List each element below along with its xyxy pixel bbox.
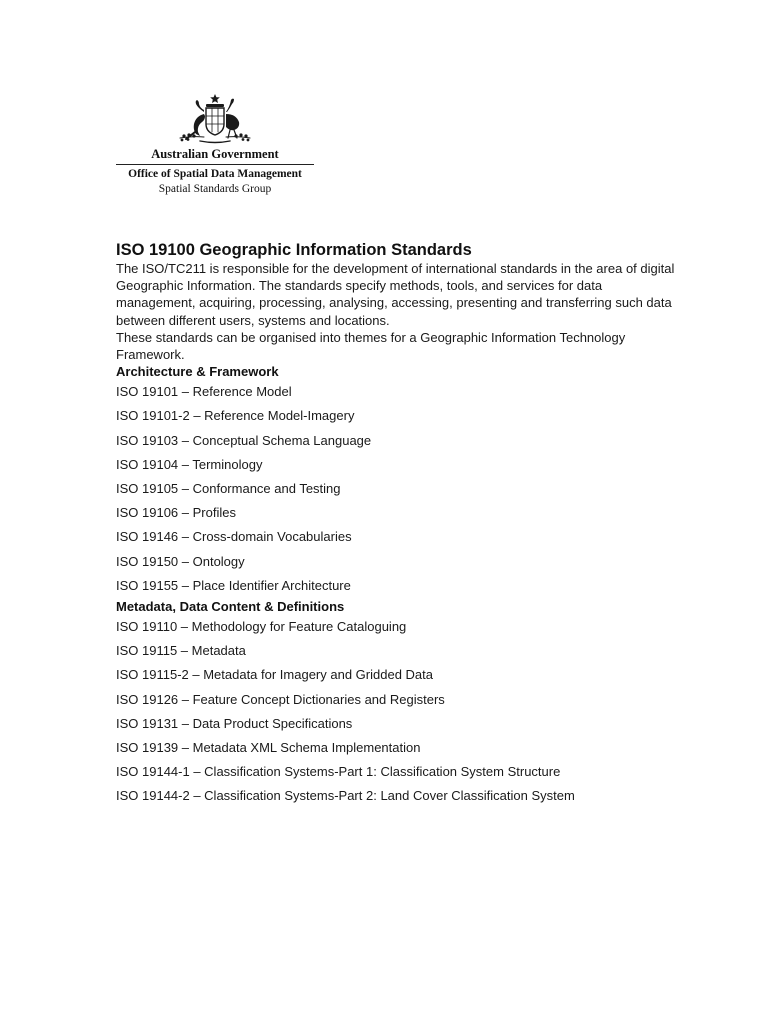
section-heading-metadata: Metadata, Data Content & Definitions (116, 599, 345, 615)
list-item: ISO 19144-2 – Classification Systems-Part 2: Land Cover Classification System (116, 788, 575, 804)
list-item: ISO 19105 – Conformance and Testing (116, 481, 341, 497)
coat-of-arms-icon (116, 92, 314, 144)
list-item: ISO 19103 – Conceptual Schema Language (116, 432, 372, 448)
list-item: ISO 19155 – Place Identifier Architecture (116, 577, 351, 593)
list-item: ISO 19106 – Profiles (116, 505, 236, 521)
office-name: Office of Spatial Data Management (128, 168, 302, 180)
list-item: ISO 19101-2 – Reference Model-Imagery (116, 408, 355, 424)
intro-paragraph: The ISO/TC211 is responsible for the development of international standards in the area of digital Geographic Information. The standards specify methods, tools, and services for data management, acquiring, processing, analysing, accessing, presenting and transferring such data between different users, systems and locations. (116, 261, 675, 328)
letterhead (116, 92, 314, 196)
themes-paragraph: These standards can be organised into themes for a Geographic Information Technology Framework. (116, 329, 626, 363)
standards-list-architecture (116, 380, 676, 598)
standards-list-metadata (116, 615, 676, 809)
list-item: ISO 19126 – Feature Concept Dictionaries and Registers (116, 691, 445, 707)
list-item: ISO 19144-1 – Classification Systems-Part 1: Classification System Structure (116, 764, 561, 780)
list-item: ISO 19104 – Terminology (116, 456, 263, 472)
section-heading-architecture: Architecture & Framework (116, 364, 279, 380)
list-item: ISO 19146 – Cross-domain Vocabularies (116, 529, 352, 545)
list-item: ISO 19101 – Reference Model (116, 384, 292, 400)
list-item: ISO 19110 – Methodology for Feature Cataloguing (116, 619, 407, 635)
document-page (116, 92, 676, 809)
list-item: ISO 19150 – Ontology (116, 553, 245, 569)
list-item: ISO 19115-2 – Metadata for Imagery and Gridded Data (116, 667, 433, 683)
list-item: ISO 19139 – Metadata XML Schema Implementation (116, 740, 421, 756)
agency-name: Australian Government (151, 147, 279, 161)
document-title: ISO 19100 Geographic Information Standards (116, 241, 472, 259)
list-item: ISO 19131 – Data Product Specifications (116, 715, 353, 731)
group-name: Spatial Standards Group (158, 183, 272, 195)
list-item: ISO 19115 – Metadata (116, 643, 246, 659)
letterhead-divider (116, 164, 314, 165)
